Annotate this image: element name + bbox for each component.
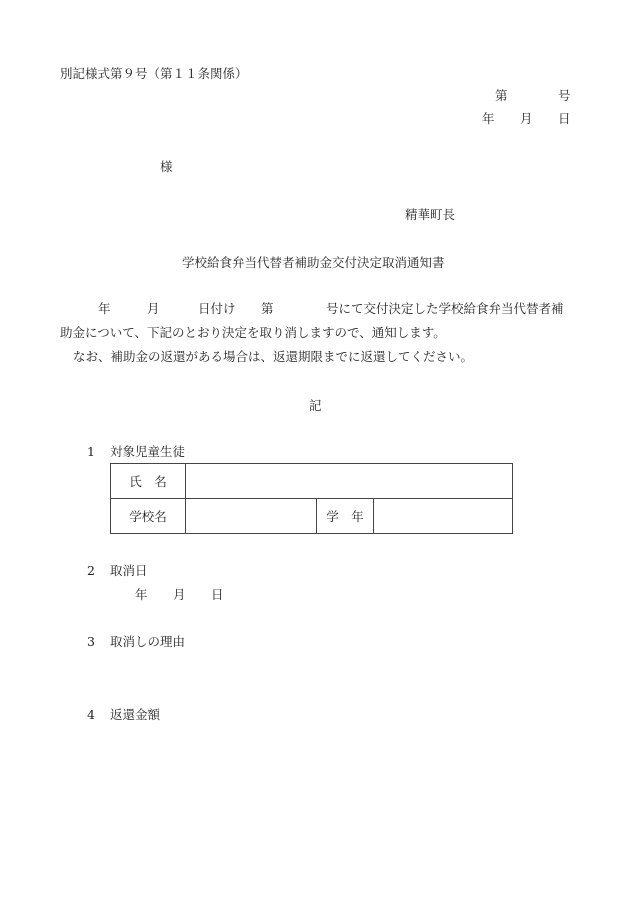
section-4-label: 返還金額 [110,707,161,722]
document-title: 学校給食弁当代替者補助金交付決定取消通知書 [182,255,445,270]
section-3-number: 3 [87,634,95,649]
school-field[interactable] [186,499,317,534]
grade-label: 学 年 [317,499,374,534]
name-field[interactable] [186,464,513,499]
grade-field[interactable] [374,499,513,534]
recipient-suffix: 様 [160,159,173,174]
section-4-number: 4 [87,707,95,722]
cancel-date-day: 日 [211,587,224,602]
body-line2: 助金について、下記のとおり決定を取り消しますので、通知します。 [60,325,446,340]
body-no-prefix: 第 [261,301,274,316]
body-day: 日付け [198,301,236,316]
school-label: 学校名 [111,499,186,534]
header-date-year: 年 [482,111,495,126]
header-date-month: 月 [520,111,533,126]
body-month: 月 [147,301,160,316]
doc-number-suffix: 号 [558,88,571,103]
cancel-date-year: 年 [135,587,148,602]
sender: 精華町長 [405,207,456,222]
body-line1-rest: 号にて交付決定した学校給食弁当代替者補 [326,301,564,316]
header-date-day: 日 [558,111,571,126]
section-1-label: 対象児童生徒 [110,444,186,459]
student-table [110,463,513,534]
doc-number-prefix: 第 [495,88,508,103]
section-2-label: 取消日 [110,563,148,578]
body-year: 年 [98,301,111,316]
section-2-number: 2 [87,563,95,578]
section-1-number: 1 [87,444,95,459]
cancel-date-month: 月 [173,587,186,602]
form-label: 別記様式第９号（第１１条関係） [60,66,248,81]
body-line3: なお、補助金の返還がある場合は、返還期限までに返還してください。 [73,349,474,364]
ki-heading: 記 [309,398,322,413]
name-label: 氏 名 [111,464,186,499]
section-3-label: 取消しの理由 [110,634,186,649]
